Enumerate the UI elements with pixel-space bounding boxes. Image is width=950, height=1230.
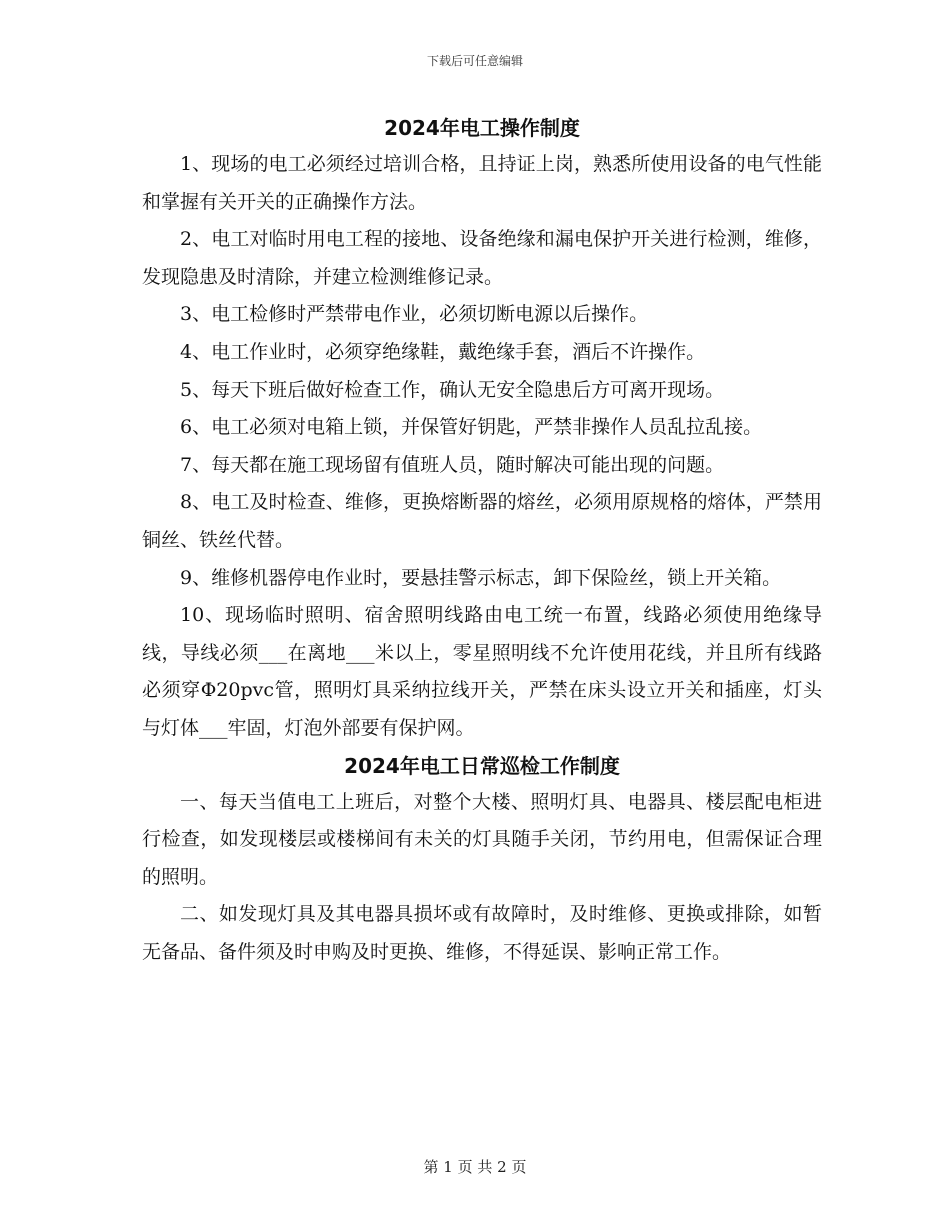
paragraph-6: 6、电工必须对电箱上锁，并保管好钥匙，严禁非操作人员乱拉乱接。: [180, 416, 763, 439]
paragraph-10: 10、现场临时照明、宿舍照明线路由电工统一布置，线路必须使用绝缘导线，导线必须___在离地___米以上，零星照明线不允许使用花线，并且所有线路必须穿Φ20pvc管，照明灯具采纳拉线开关，严禁在床头设立开关和插座，灯头与灯体___牢固，灯泡外部要有保护网。: [142, 604, 822, 739]
paragraph-2: 2、电工对临时用电工程的接地、设备绝缘和漏电保护开关进行检测，维修，发现隐患及时清除，并建立检测维修记录。: [142, 228, 822, 288]
paragraph-3: 3、电工检修时严禁带电作业，必须切断电源以后操作。: [180, 303, 649, 326]
document-content: [142, 110, 822, 971]
section-paragraph-2: 二、如发现灯具及其电器具损坏或有故障时，及时维修、更换或排除，如暂无备品、备件须及时申购及时更换、维修，不得延误、影响正常工作。: [142, 903, 822, 963]
paragraph-1: 1、现场的电工必须经过培训合格，且持证上岗，熟悉所使用设备的电气性能和掌握有关开关的正确操作方法。: [142, 153, 822, 213]
section-title: 2024年电工日常巡检工作制度: [344, 753, 620, 778]
paragraph-5: 5、每天下班后做好检查工作，确认无安全隐患后方可离开现场。: [180, 378, 725, 401]
document-title: 2024年电工操作制度: [384, 116, 580, 140]
page-number: 第 1 页 共 2 页: [423, 1158, 527, 1176]
paragraph-9: 9、维修机器停电作业时，要悬挂警示标志，卸下保险丝，锁上开关箱。: [180, 566, 782, 589]
header-note: 下载后可任意编辑: [426, 54, 523, 68]
paragraph-4: 4、电工作业时，必须穿绝缘鞋，戴绝缘手套，酒后不许操作。: [180, 340, 706, 363]
paragraph-7: 7、每天都在施工现场留有值班人员，随时解决可能出现的问题。: [180, 453, 725, 476]
section-paragraph-1: 一、每天当值电工上班后，对整个大楼、照明灯具、电器具、楼层配电柜进行检查，如发现楼层或楼梯间有未关的灯具随手关闭，节约用电，但需保证合理的照明。: [142, 790, 822, 888]
paragraph-8: 8、电工及时检查、维修，更换熔断器的熔丝，必须用原规格的熔体，严禁用铜丝、铁丝代替。: [142, 491, 822, 551]
